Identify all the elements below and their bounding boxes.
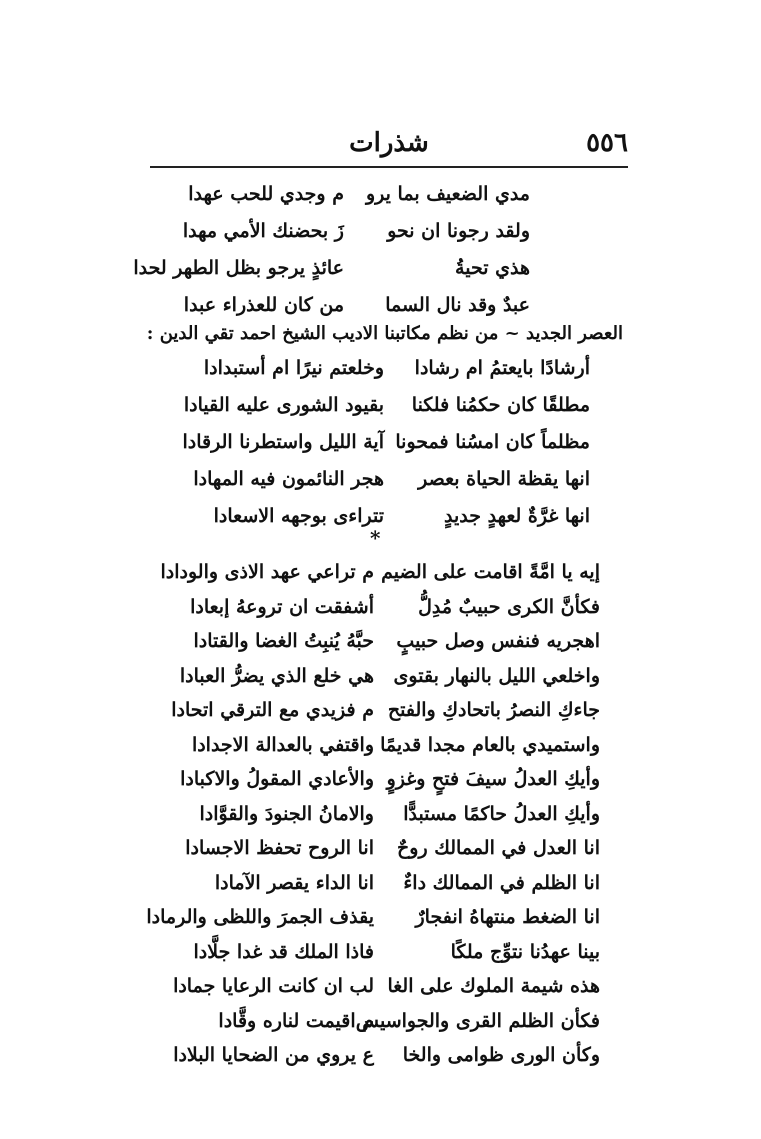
verse-line: [190, 176, 530, 213]
first-hemistich: هذي تحيةُ: [455, 257, 530, 279]
verse-line: [170, 797, 600, 832]
second-hemistich: عائذٍ يرجو بظل الطهر لحدا: [133, 257, 344, 279]
verse-line: [170, 659, 600, 694]
first-hemistich: ولقد رجونا ان نحو: [387, 220, 530, 242]
poem-1: [133, 176, 530, 324]
verse-line: [160, 387, 590, 424]
verse-line: [160, 424, 590, 461]
second-hemistich: والامانُ الجنودَ والقوَّادا: [199, 802, 374, 825]
second-hemistich: م فزيدي مع الترقي اتحادا: [171, 699, 374, 721]
verse-line: [170, 624, 600, 659]
poem-2: [160, 350, 590, 535]
second-hemistich: واقتفي بالعدالة الاجدادا: [191, 733, 374, 756]
second-hemistich: انا الداء يقصر الآمادا: [214, 871, 374, 894]
second-hemistich: فاذا الملك قد غدا جلَّادا: [193, 940, 374, 963]
section-separator: *: [370, 526, 381, 550]
first-hemistich: مظلماً كان امسُنا فمحونا: [395, 431, 590, 453]
running-title: شذرات: [349, 128, 429, 158]
second-hemistich: م تراعي عهد الاذى والودادا: [160, 561, 374, 583]
first-hemistich: فكأنَّ الكرى حبيبٌ مُدِلُّ: [418, 595, 600, 618]
verse-line: [160, 350, 590, 387]
verse-line: [170, 590, 600, 625]
verse-line: [133, 250, 530, 287]
page-number: ٥٥٦: [586, 128, 628, 158]
verse-line: [160, 555, 600, 590]
second-hemistich: هي خلع الذي يضرُّ العبادا: [179, 664, 374, 687]
verse-line: [160, 461, 590, 498]
first-hemistich: وأيكِ العدلُ حاكمًا مستبدًّا: [403, 802, 600, 825]
second-hemistich: وخلعتم نيرًا ام أستبدادا: [203, 357, 384, 379]
first-hemistich: انا الضغط منتهاهُ انفجارٌ: [415, 906, 600, 928]
verse-line: [182, 213, 530, 250]
first-hemistich: واخلعي الليل بالنهار بقتوى: [393, 664, 600, 687]
second-hemistich: زَ بحضنك الأمي مهدا: [182, 220, 344, 242]
first-hemistich: عبدٌ وقد نال السما: [385, 294, 530, 316]
first-hemistich: جاءكِ النصرُ باتحادكِ والفتح: [387, 699, 600, 721]
verse-line: [170, 935, 600, 970]
second-hemistich: ع يروي من الضحايا البلادا: [173, 1044, 374, 1066]
second-hemistich: آية الليل واستطرنا الرقادا: [182, 431, 384, 453]
second-hemistich: يقذف الجمرَ واللظى والرمادا: [146, 906, 374, 928]
second-hemistich: م وجدي للحب عهدا: [188, 183, 344, 205]
first-hemistich: هذه شيمة الملوك على الغا: [387, 975, 600, 997]
first-hemistich: اهجريه فنفس وصل حبيبٍ: [396, 630, 600, 652]
first-hemistich: مدي الضعيف بما يرو: [366, 183, 530, 205]
first-hemistich: انها غرَّةٌ لعهدٍ جديدٍ: [444, 505, 590, 527]
second-hemistich: هجر النائمون فيه المهادا: [193, 468, 384, 490]
first-hemistich: أرشادًا بايعتمُ ام رشادا: [414, 357, 590, 379]
verse-line: [170, 1004, 600, 1039]
poem-3: [146, 555, 600, 1073]
second-hemistich: تتراءى بوجهه الاسعادا: [213, 505, 384, 527]
first-hemistich: انا الظلم في الممالك داءٌ: [403, 871, 600, 894]
first-hemistich: انها يقظة الحياة بعصر: [418, 468, 590, 490]
verse-line: [170, 728, 600, 763]
first-hemistich: وكأن الورى ظوامى والخا: [402, 1044, 600, 1066]
verse-line: [170, 693, 600, 728]
second-hemistich: من كان للعذراء عبدا: [183, 294, 344, 316]
poem-intro-heading: العصر الجديد ~ من نظم مكاتبنا الاديب الشيخ احمد تقي الدين :: [146, 323, 623, 344]
verse-line: [170, 762, 600, 797]
second-hemistich: أشفقت ان تروعهُ إبعادا: [190, 595, 374, 618]
verse-line: [170, 969, 600, 1004]
first-hemistich: انا العدل في الممالك روحٌ: [397, 837, 600, 859]
first-hemistich: واستميدي بالعام مجدا قديمًا: [380, 733, 600, 756]
first-hemistich: إيه يا امَّةً اقامت على الضيم: [381, 561, 600, 583]
second-hemistich: والأعادي المقولُ والاكبادا: [180, 768, 374, 790]
page-header: [150, 128, 628, 164]
second-hemistich: لب ان كانت الرعايا جمادا: [173, 975, 374, 997]
first-hemistich: فكأن الظلم القرى والجواسيس: [355, 1009, 600, 1032]
verse-line: [146, 900, 600, 935]
first-hemistich: مطلقًا كان حكمُنا فلكنا: [411, 394, 590, 416]
verse-line: [170, 831, 600, 866]
first-hemistich: وأيكِ العدلُ سيفَ فتحٍ وغزوٍ: [386, 768, 600, 790]
second-hemistich: انا الروح تحفظ الاجسادا: [185, 837, 374, 859]
header-rule: [150, 166, 628, 168]
second-hemistich: م اقيمت لناره وقَّادا: [218, 1009, 374, 1032]
verse-line: [170, 1038, 600, 1073]
second-hemistich: بقيود الشورى عليه القيادا: [183, 394, 384, 416]
verse-line: [170, 866, 600, 901]
first-hemistich: بينا عهدُنا نتوِّج ملكًا: [450, 940, 600, 963]
second-hemistich: حبَّهُ يُنبِتُ الغضا والقتادا: [193, 630, 374, 652]
